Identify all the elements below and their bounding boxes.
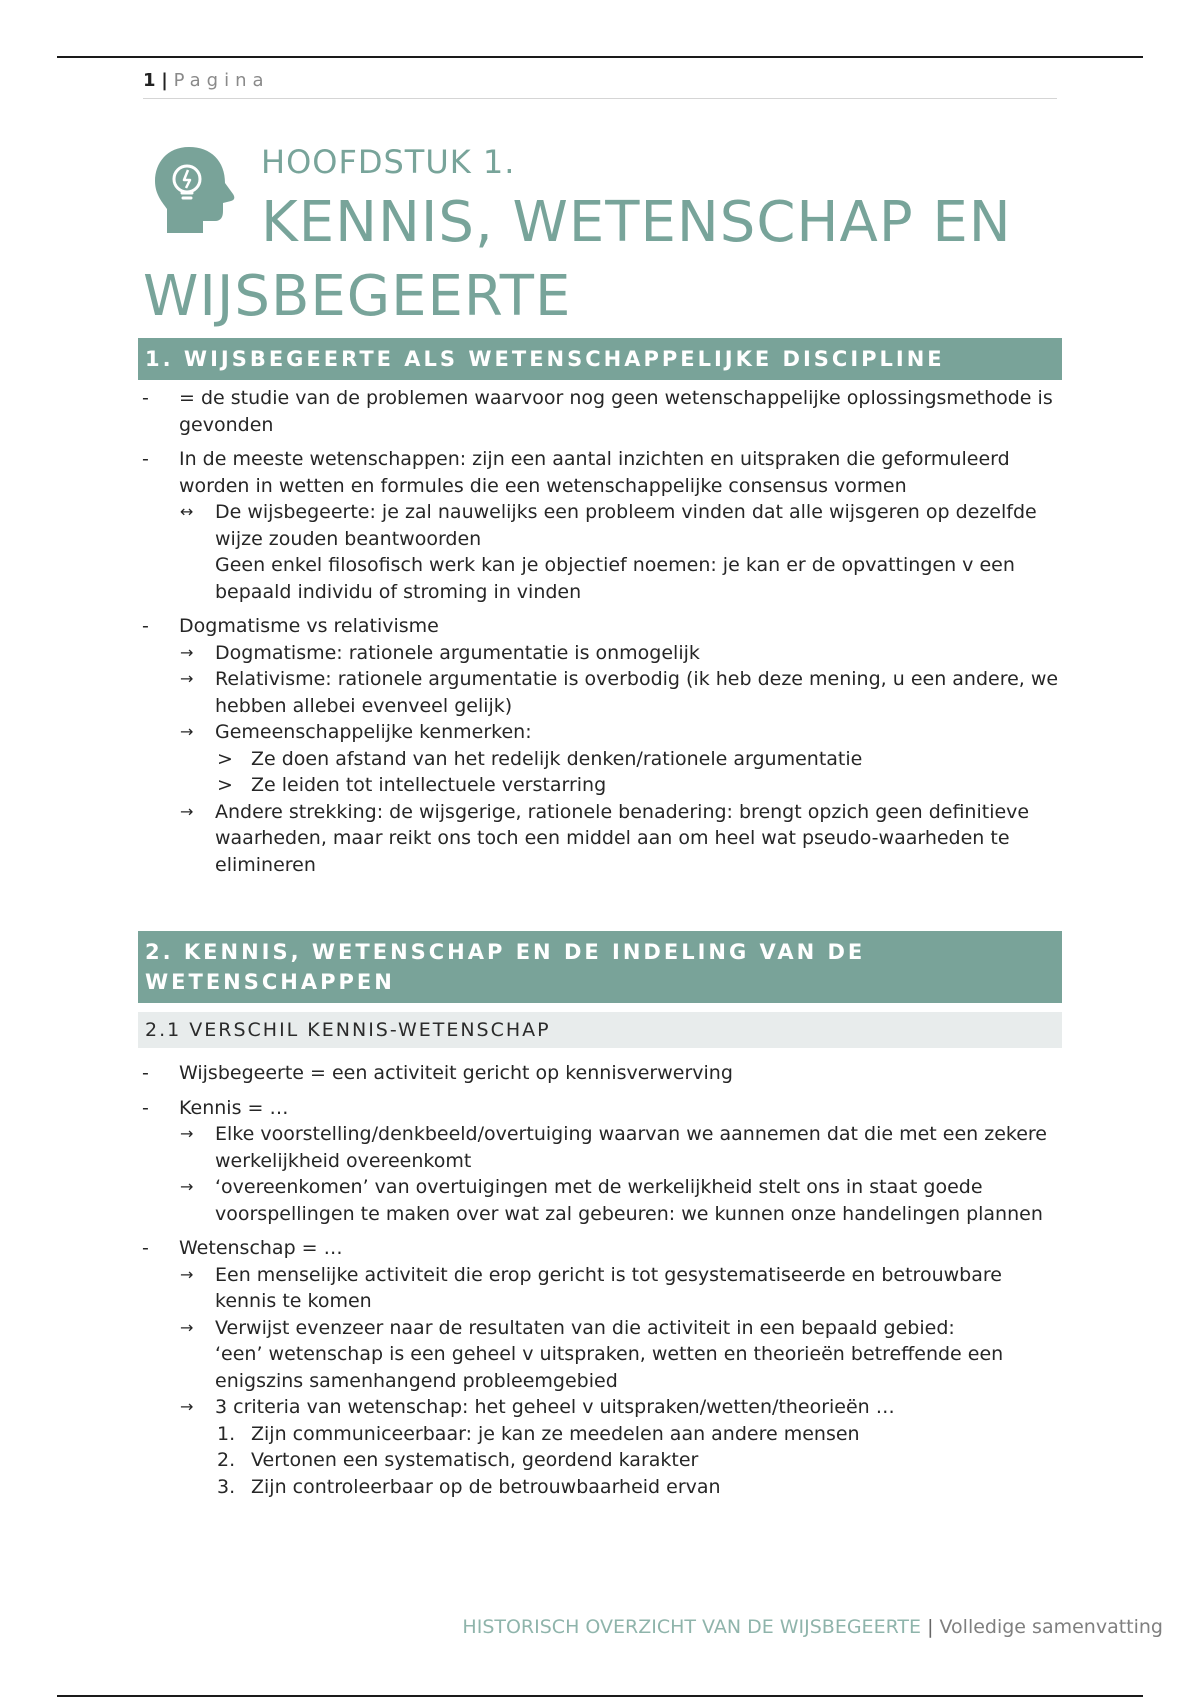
bottom-rule	[57, 1695, 1143, 1697]
numbered-item	[215, 1447, 1062, 1474]
right-arrow-icon: →	[180, 801, 194, 821]
sub-list-item-text: De wijsbegeerte: je zal nauwelijks een probleem vinden dat alle wijsgeren op dezelfde wijze zouden beantwoorden	[215, 501, 1037, 550]
chapter-label: HOOFDSTUK 1.	[261, 143, 516, 181]
page-word: Pagina	[173, 70, 270, 91]
item-number: 1.	[217, 1422, 236, 1445]
item-number: 2.	[217, 1449, 236, 1471]
section-1-content	[138, 385, 1062, 886]
footer-title: HISTORISCH OVERZICHT VAN DE WIJSBEGEERTE	[462, 1616, 922, 1638]
dash-bullet: -	[142, 448, 149, 470]
sub-sub-list-item-text: Ze doen afstand van het redelijk denken/rationele argumentatie	[251, 747, 863, 770]
numbered-item-text: Zijn communiceerbaar: je kan ze meedelen aan andere mensen	[251, 1422, 860, 1445]
sub-list-item-text: Verwijst evenzeer naar de resultaten van die activiteit in een bepaald gebied:	[215, 1316, 955, 1339]
list-item	[138, 1095, 1062, 1228]
dash-bullet: -	[142, 1237, 149, 1259]
dash-bullet: -	[142, 387, 149, 409]
top-rule	[57, 56, 1143, 58]
numbered-item-text: Vertonen een systematisch, geordend karakter	[251, 1449, 699, 1471]
sub-list-item-text: Een menselijke activiteit die erop gericht is tot gesystematiseerde en betrouwbare kennis te komen	[215, 1263, 1002, 1312]
sub-list-item	[179, 1174, 1062, 1227]
sub-list-item	[179, 640, 1062, 667]
list-item	[138, 385, 1062, 438]
section-heading: 2. KENNIS, WETENSCHAP EN DE INDELING VAN DE WETENSCHAPPEN	[138, 931, 1062, 1003]
sub-sub-list-item	[215, 772, 1062, 799]
sub-list-item-text: Geen enkel filosofisch werk kan je objectief noemen: je kan er de opvattingen v een bepaald individu of stroming in vinden	[215, 554, 1015, 603]
sub-list-item-text: Gemeenschappelijke kenmerken:	[215, 721, 532, 743]
sub-list-item	[179, 1315, 1062, 1395]
right-arrow-icon: →	[180, 1397, 194, 1416]
right-arrow-icon: →	[180, 642, 194, 662]
sub-list-item	[179, 1394, 1062, 1500]
right-arrow-icon: →	[180, 1264, 194, 1284]
numbered-item	[215, 1474, 1062, 1501]
sub-list-item	[179, 499, 1062, 605]
right-arrow-icon: →	[180, 1177, 194, 1196]
list-item	[138, 446, 1062, 605]
section-heading: 1. WIJSBEGEERTE ALS WETENSCHAPPELIJKE DISCIPLINE	[138, 338, 1062, 380]
sub-list-item	[179, 666, 1062, 719]
sub-list-item	[179, 799, 1062, 879]
right-arrow-icon: →	[180, 669, 194, 688]
sub-sub-list-item-text: Ze leiden tot intellectuele verstarring	[251, 774, 607, 796]
list-item-text: Wetenschap = …	[179, 1237, 343, 1259]
sub-list-item-text: Elke voorstelling/denkbeeld/overtuiging waarvan we aannemen dat die met een zekere werkelijkheid overeenkomt	[215, 1123, 1048, 1172]
list-item	[138, 1060, 1062, 1087]
left-right-arrow-icon: ↔	[180, 502, 194, 521]
dash-bullet: -	[142, 1096, 149, 1119]
sub-list-item-text: Dogmatisme: rationele argumentatie is onmogelijk	[215, 641, 700, 664]
numbered-item-text: Zijn controleerbaar op de betrouwbaarheid ervan	[251, 1475, 721, 1498]
footer-separator: |	[927, 1616, 934, 1638]
sub-list-item	[179, 719, 1062, 799]
list-item-text: Dogmatisme vs relativisme	[179, 615, 439, 637]
sub-list-item-text: 3 criteria van wetenschap: het geheel v uitspraken/wetten/theorieën …	[215, 1396, 895, 1418]
item-number: 3.	[217, 1475, 236, 1498]
sub-list-item-text: Andere strekking: de wijsgerige, rationele benadering: brengt opzich geen definitieve waarheden, maar reikt ons toch een middel aan om heel wat pseudo-waarheden te elimineren	[215, 800, 1030, 876]
page-header	[143, 70, 1057, 99]
right-arrow-icon: →	[180, 1317, 194, 1337]
list-item	[138, 1235, 1062, 1500]
numbered-item	[215, 1421, 1062, 1448]
list-item	[138, 613, 1062, 878]
footer-subtitle: Volledige samenvatting	[939, 1616, 1163, 1638]
subsection-heading: 2.1 VERSCHIL KENNIS-WETENSCHAP	[138, 1012, 1062, 1048]
chapter-title: KENNIS, WETENSCHAP EN WIJSBEGEERTE	[143, 190, 1012, 329]
right-arrow-icon: →	[180, 1124, 194, 1143]
page-header-separator: |	[161, 70, 168, 91]
chevron-bullet: >	[217, 747, 233, 770]
dash-bullet: -	[142, 1062, 149, 1084]
list-item-text: = de studie van de problemen waarvoor nog geen wetenschappelijke oplossingsmethode is gevonden	[179, 387, 1053, 436]
section-2-content	[138, 1060, 1062, 1508]
list-item-text: Wijsbegeerte = een activiteit gericht op kennisverwerving	[179, 1062, 733, 1084]
sub-list-item	[179, 1121, 1062, 1174]
sub-list-item-text: Relativisme: rationele argumentatie is overbodig (ik heb deze mening, u een andere, we hebben allebei evenveel gelijk)	[215, 668, 1059, 717]
chevron-bullet: >	[217, 774, 233, 796]
list-item-text: Kennis = …	[179, 1096, 289, 1119]
sub-sub-list-item	[215, 746, 1062, 773]
dash-bullet: -	[142, 615, 149, 637]
sub-list-item-text: ‘overeenkomen’ van overtuigingen met de werkelijkheid stelt ons in staat goede voorspellingen te maken over wat zal gebeuren: we kunnen onze handelingen plannen	[215, 1176, 1043, 1225]
list-item-text: In de meeste wetenschappen: zijn een aantal inzichten en uitspraken die geformuleerd worden in wetten en formules die een wetenschappelijke consensus vormen	[179, 448, 1010, 497]
page-footer	[462, 1616, 1163, 1638]
page-number: 1	[143, 70, 156, 91]
sub-list-item	[179, 1262, 1062, 1315]
right-arrow-icon: →	[180, 722, 194, 741]
sub-list-item-text: ‘een’ wetenschap is een geheel v uitspraken, wetten en theorieën betreffende een enigszins samenhangend probleemgebied	[215, 1343, 1004, 1392]
